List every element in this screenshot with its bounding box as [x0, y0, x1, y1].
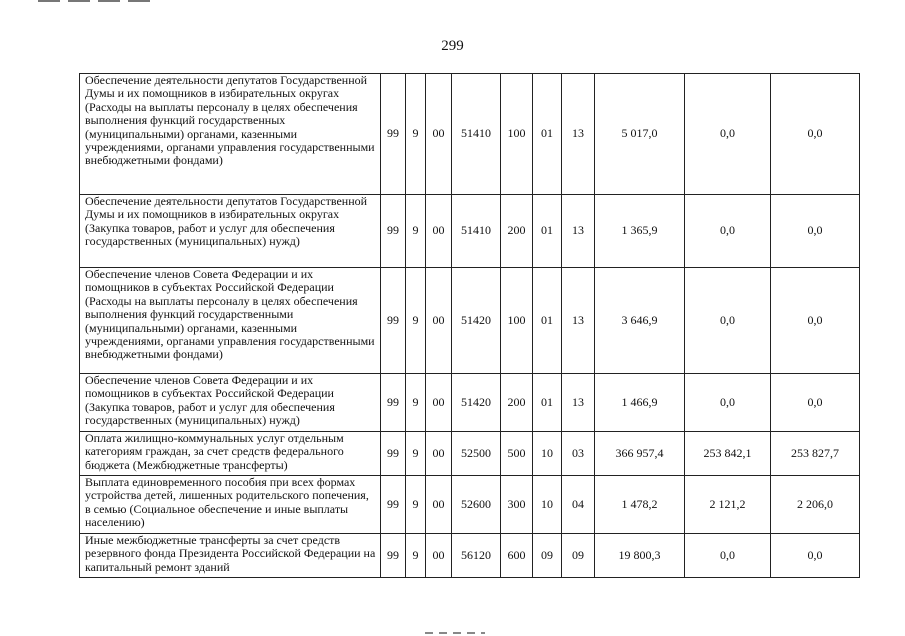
- code-cell: 9: [406, 476, 426, 534]
- code-cell: 13: [562, 374, 595, 432]
- table-row: [80, 195, 860, 268]
- code-cell: 100: [501, 74, 533, 195]
- code-cell: 99: [381, 195, 406, 268]
- code-cell: 52600: [452, 476, 501, 534]
- table-row: [80, 74, 860, 195]
- code-cell: 9: [406, 268, 426, 374]
- amount-cell: 0,0: [771, 74, 860, 195]
- budget-table: [79, 73, 860, 578]
- amount-cell: 19 800,3: [595, 534, 685, 578]
- code-cell: 56120: [452, 534, 501, 578]
- row-description: Обеспечение деятельности депутатов Государственной Думы и их помощников в избирательных округах (Расходы на выплаты персоналу в целях обеспечения выполнения функций государственных (муниципальными) органами, казенными учреждениями, органами управления государственными внебюджетными фондами): [80, 74, 381, 195]
- row-description: Обеспечение членов Совета Федерации и их помощников в субъектах Российской Федерации (Закупка товаров, работ и услуг для обеспечения государственных (муниципальных) нужд): [80, 374, 381, 432]
- code-cell: 9: [406, 195, 426, 268]
- table-row: [80, 432, 860, 476]
- code-cell: 03: [562, 432, 595, 476]
- code-cell: 00: [426, 268, 452, 374]
- row-description: Обеспечение деятельности депутатов Государственной Думы и их помощников в избирательных округах (Закупка товаров, работ и услуг для обеспечения государственных (муниципальных) нужд): [80, 195, 381, 268]
- table-row: [80, 268, 860, 374]
- code-cell: 13: [562, 74, 595, 195]
- row-description: Оплата жилищно-коммунальных услуг отдельным категориям граждан, за счет средств федерального бюджета (Межбюджетные трансферты): [80, 432, 381, 476]
- row-description: Выплата единовременного пособия при всех формах устройства детей, лишенных родительского попечения, в семью (Социальное обеспечение и иные выплаты населению): [80, 476, 381, 534]
- code-cell: 99: [381, 74, 406, 195]
- amount-cell: 0,0: [685, 534, 771, 578]
- code-cell: 99: [381, 268, 406, 374]
- code-cell: 500: [501, 432, 533, 476]
- code-cell: 51410: [452, 195, 501, 268]
- amount-cell: 1 466,9: [595, 374, 685, 432]
- code-cell: 99: [381, 534, 406, 578]
- amount-cell: 0,0: [685, 268, 771, 374]
- code-cell: 10: [533, 432, 562, 476]
- amount-cell: 0,0: [771, 374, 860, 432]
- code-cell: 00: [426, 534, 452, 578]
- amount-cell: 0,0: [771, 268, 860, 374]
- code-cell: 99: [381, 476, 406, 534]
- page-number: 299: [441, 38, 464, 54]
- code-cell: 10: [533, 476, 562, 534]
- amount-cell: 253 842,1: [685, 432, 771, 476]
- table-row: [80, 374, 860, 432]
- amount-cell: 253 827,7: [771, 432, 860, 476]
- scan-bottom-edge-mark: [425, 632, 485, 634]
- code-cell: 9: [406, 534, 426, 578]
- code-cell: 200: [501, 195, 533, 268]
- code-cell: 13: [562, 195, 595, 268]
- code-cell: 01: [533, 268, 562, 374]
- code-cell: 52500: [452, 432, 501, 476]
- amount-cell: 5 017,0: [595, 74, 685, 195]
- amount-cell: 1 365,9: [595, 195, 685, 268]
- code-cell: 200: [501, 374, 533, 432]
- row-description: Обеспечение членов Совета Федерации и их помощников в субъектах Российской Федерации (Расходы на выплаты персоналу в целях обеспечения выполнения функций государственными (муниципальными) органами, казенными учреждениями, органами управления государственными внебюджетными фондами): [80, 268, 381, 374]
- code-cell: 01: [533, 195, 562, 268]
- row-description: Иные межбюджетные трансферты за счет средств резервного фонда Президента Российской Федерации на капитальный ремонт зданий: [80, 534, 381, 578]
- code-cell: 51420: [452, 374, 501, 432]
- code-cell: 13: [562, 268, 595, 374]
- code-cell: 51410: [452, 74, 501, 195]
- code-cell: 99: [381, 432, 406, 476]
- amount-cell: 0,0: [771, 195, 860, 268]
- amount-cell: 2 121,2: [685, 476, 771, 534]
- code-cell: 00: [426, 195, 452, 268]
- code-cell: 09: [533, 534, 562, 578]
- code-cell: 9: [406, 432, 426, 476]
- amount-cell: 0,0: [685, 195, 771, 268]
- amount-cell: 0,0: [685, 374, 771, 432]
- code-cell: 00: [426, 432, 452, 476]
- code-cell: 09: [562, 534, 595, 578]
- amount-cell: 2 206,0: [771, 476, 860, 534]
- code-cell: 01: [533, 74, 562, 195]
- code-cell: 00: [426, 374, 452, 432]
- code-cell: 99: [381, 374, 406, 432]
- amount-cell: 1 478,2: [595, 476, 685, 534]
- table-row: [80, 476, 860, 534]
- code-cell: 600: [501, 534, 533, 578]
- code-cell: 100: [501, 268, 533, 374]
- code-cell: 51420: [452, 268, 501, 374]
- code-cell: 9: [406, 74, 426, 195]
- code-cell: 04: [562, 476, 595, 534]
- code-cell: 00: [426, 476, 452, 534]
- code-cell: 00: [426, 74, 452, 195]
- code-cell: 01: [533, 374, 562, 432]
- amount-cell: 366 957,4: [595, 432, 685, 476]
- code-cell: 300: [501, 476, 533, 534]
- amount-cell: 3 646,9: [595, 268, 685, 374]
- scan-top-edge-mark: [38, 0, 158, 2]
- table-row: [80, 534, 860, 578]
- code-cell: 9: [406, 374, 426, 432]
- amount-cell: 0,0: [771, 534, 860, 578]
- amount-cell: 0,0: [685, 74, 771, 195]
